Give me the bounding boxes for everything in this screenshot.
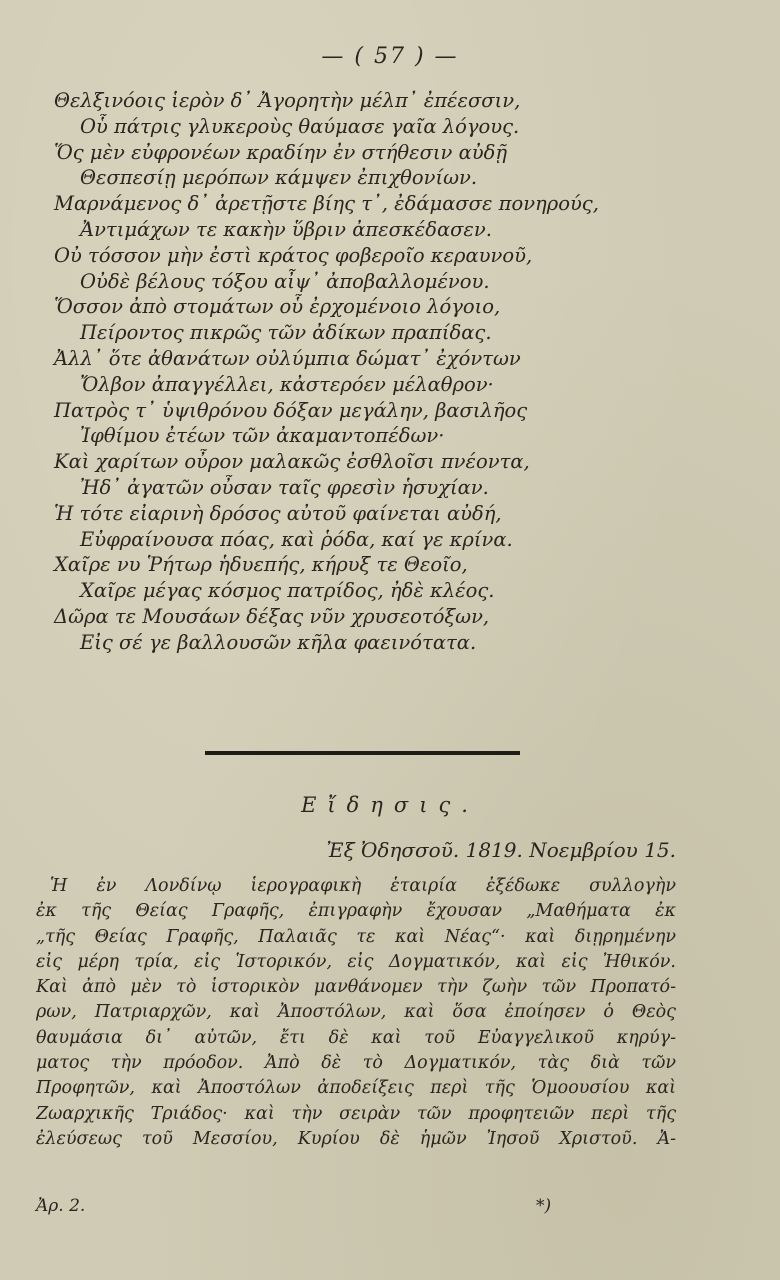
- poem-line: Ὄλβον ἀπαγγέλλει, κἀστερόεν μέλαθρον·: [80, 372, 494, 396]
- poem-line: Θελξινόοις ἱερὸν δ᾽ Ἀγορητὴν μέλπ᾽ ἐπέεσσιν,: [54, 89, 521, 112]
- footnote-mark: *): [536, 1196, 552, 1216]
- section-divider: [205, 751, 520, 755]
- page-number: — ( 57 ) —: [321, 44, 459, 69]
- poem-line: Ἰφθίμου ἐτέων τῶν ἀκαμαντοπέδων·: [80, 424, 445, 448]
- paragraph-line: Ἡ ἐν Λονδίνῳ ἱερογραφικὴ ἑταιρία ἐξέδωκε συλλογὴν: [50, 876, 676, 896]
- poem-line: Ὅς μὲν εὐφρονέων κραδίην ἐν στήθεσιν αὐδῇ: [54, 140, 508, 164]
- paragraph-line: ματος τὴν πρόοδον. Ἀπὸ δὲ τὸ Δογματικόν, τὰς διὰ τῶν: [36, 1053, 676, 1074]
- paragraph-line: ρων, Πατριαρχῶν, καὶ Ἀποστόλων, καὶ ὅσα ἐποίησεν ὁ Θεὸς: [36, 1002, 676, 1023]
- paragraph-line: εἰς μέρη τρία, εἰς Ἱστορικόν, εἰς Δογματικόν, καὶ εἰς Ἠθικόν.: [36, 951, 676, 972]
- poem-line: Ἡ τότε εἰαρινὴ δρόσος αὐτοῦ φαίνεται αὐδή,: [54, 501, 502, 525]
- paragraph-line: Ζωαρχικῆς Τριάδος· καὶ τὴν σειρὰν τῶν προφητειῶν περὶ τῆς: [36, 1103, 676, 1124]
- poem-line: Καὶ χαρίτων οὖρον μαλακῶς ἐσθλοῖσι πνέοντα,: [54, 450, 530, 474]
- poem-line: Πείροντος πικρῶς τῶν ἀδίκων πραπίδας.: [80, 321, 492, 345]
- poem-line: Εὐφραίνουσα πόας, καὶ ῥόδα, καί γε κρίνα.: [80, 527, 513, 551]
- poem-line: Οὐ τόσσον μὴν ἐστὶ κράτος φοβεροῖο κεραυνοῦ,: [54, 243, 533, 267]
- poem-line: Ἀντιμάχων τε κακὴν ὕβριν ἀπεσκέδασεν.: [80, 217, 492, 241]
- poem-line: Ὅσσον ἀπὸ στομάτων οὗ ἐρχομένοιο λόγοιο,: [54, 295, 501, 319]
- poem: [40, 88, 740, 656]
- poem-line: Μαρνάμενος δ᾽ ἀρετῇστε βίης τ᾽, ἐδάμασσε πονηρούς,: [54, 192, 599, 216]
- paragraph-line: ἐκ τῆς Θείας Γραφῆς, ἐπιγραφὴν ἔχουσαν „Μαθήματα ἐκ: [36, 901, 676, 922]
- poem-line: Ἠδ᾽ ἀγατῶν οὖσαν ταῖς φρεσὶν ἡσυχίαν.: [80, 475, 489, 499]
- poem-line: Ἀλλ᾽ ὅτε ἀθανάτων οὐλύμπια δώματ᾽ ἐχόντων: [54, 346, 521, 370]
- paragraph-line: Καὶ ἀπὸ μὲν τὸ ἱστορικὸν μανθάνομεν τὴν ζωὴν τῶν Προπατό-: [36, 977, 676, 998]
- signature-mark: Ἀρ. 2.: [36, 1196, 86, 1216]
- paragraph-line: Προφητῶν, καὶ Ἀποστόλων ἀποδείξεις περὶ τῆς Ὁμοουσίου καὶ: [36, 1078, 676, 1099]
- poem-line: Οὐδὲ βέλους τόξου αἶψ᾽ ἀποβαλλομένου.: [80, 269, 490, 293]
- poem-line: Δῶρα τε Μουσάων δέξας νῦν χρυσεοτόξων,: [54, 604, 490, 628]
- poem-line: Θεσπεσίῃ μερόπων κάμψεν ἐπιχθονίων.: [80, 166, 478, 190]
- news-paragraph: [36, 874, 676, 1152]
- poem-line: Πατρὸς τ᾽ ὑψιθρόνου δόξαν μεγάλην, βασιλῆος: [54, 398, 528, 422]
- poem-line: Χαῖρε νυ Ῥήτωρ ἡδυεπής, κήρυξ τε Θεοῖο,: [54, 553, 468, 577]
- paragraph-line: ἐλεύσεως τοῦ Μεσσίου, Κυρίου δὲ ἡμῶν Ἰησοῦ Χριστοῦ. Ἀ-: [36, 1128, 676, 1149]
- paragraph-line: θαυμάσια δι᾽ αὐτῶν, ἔτι δὲ καὶ τοῦ Εὐαγγελικοῦ κηρύγ-: [36, 1027, 676, 1048]
- poem-line: Οὗ πάτρις γλυκεροὺς θαύμασε γαῖα λόγους.: [80, 114, 520, 138]
- poem-line: Χαῖρε μέγας κόσμος πατρίδος, ἠδὲ κλέος.: [80, 579, 495, 603]
- paragraph-line: „τῆς Θείας Γραφῆς, Παλαιᾶς τε καὶ Νέας“· καὶ διῃρημένην: [36, 926, 676, 947]
- dateline: Ἐξ Ὀδησσοῦ. 1819. Νοεμβρίου 15.: [326, 838, 676, 862]
- section-heading: Εἴδησις.: [301, 793, 479, 817]
- poem-line: Εἰς σέ γε βαλλουσῶν κῆλα φαεινότατα.: [80, 630, 477, 654]
